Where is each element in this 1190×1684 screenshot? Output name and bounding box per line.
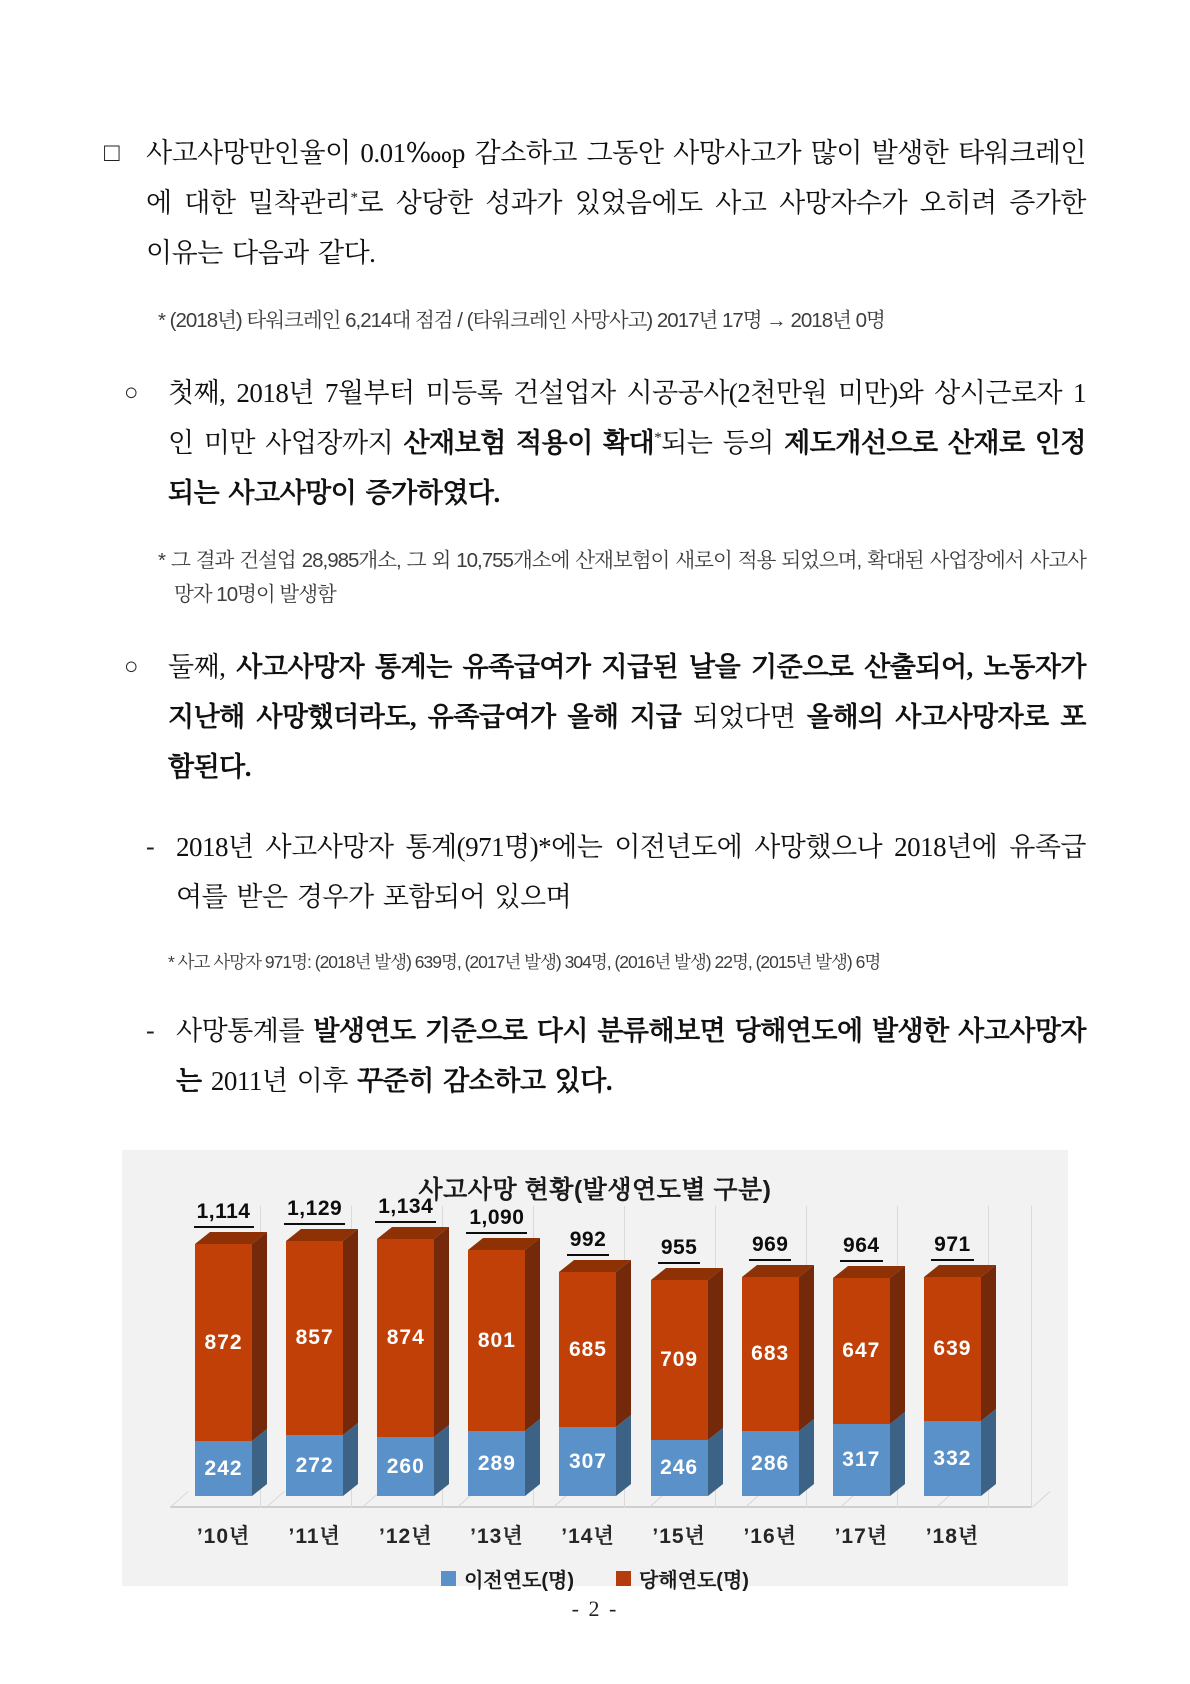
bar-value-label: 647 (842, 1339, 881, 1362)
stacked-bar (286, 1241, 343, 1496)
text-run: 로 상당한 성과가 있었음에도 사고 사망자수가 오히려 증가한 이유는 다음과 같다. (146, 188, 1086, 268)
bar-segment-previous-year (742, 1431, 799, 1496)
bar-segment-current-year (286, 1241, 343, 1435)
bar-segment-previous-year (286, 1435, 343, 1496)
bar-segment-current-year (559, 1272, 616, 1427)
bar-side-face-icon (890, 1412, 905, 1496)
legend-label: 당해연도(명) (639, 1570, 749, 1592)
bar-group (725, 1208, 816, 1496)
bar-value-label: 683 (751, 1342, 790, 1365)
bar-group (360, 1195, 451, 1496)
chart-floor (170, 1496, 1032, 1508)
bars-row (178, 1195, 998, 1496)
legend-item-previous-year (441, 1564, 574, 1593)
stacked-bar (468, 1250, 525, 1496)
bar-total-label: 1,134 (375, 1195, 436, 1223)
stacked-bar (833, 1278, 890, 1496)
x-axis-label: ’16년 (743, 1525, 797, 1548)
bar-segment-current-year (468, 1250, 525, 1431)
bar-side-face-icon (525, 1419, 540, 1496)
bar-total-label: 971 (931, 1233, 974, 1261)
bar-group (907, 1208, 998, 1496)
square-bullet-icon: □ (104, 138, 120, 167)
page-number: - 2 - (571, 1596, 619, 1621)
bar-total-label: 1,114 (194, 1200, 254, 1228)
x-axis-label: ’17년 (834, 1525, 889, 1548)
bar-side-face-icon (981, 1265, 996, 1421)
bar-group (816, 1208, 907, 1496)
bar-segment-current-year (833, 1278, 890, 1424)
text-run: 사고사망만인율이 0.01‱p 감소하고 그동안 사망사고가 많이 발생한 타워크레인에 대한 밀착관리 (146, 138, 1086, 218)
bar-total-label: 992 (567, 1228, 610, 1256)
bar-side-face-icon (799, 1265, 814, 1431)
bar-side-face-icon (890, 1266, 905, 1424)
paragraph-reclassified (146, 1006, 1086, 1106)
text-run: 둘째, (168, 652, 237, 682)
bar-group (178, 1200, 269, 1496)
text-run: 2018년 사고사망자 통계(971명)*에는 이전년도에 사망했으나 2018년에 유족급여를 받은 경우가 포함되어 있으며 (176, 832, 1086, 912)
text-run: 사망통계를 (176, 1016, 314, 1046)
stacked-bar (651, 1280, 708, 1496)
text-run: 첫째, 2018년 7월부터 미등록 건설업자 시공공사(2천만원 미만)와 상시근로자 1인 미만 사업장까지 (168, 378, 1086, 458)
bar-group (451, 1208, 542, 1496)
circle-bullet-icon: ○ (124, 654, 139, 680)
bar-total-label: 955 (658, 1236, 701, 1264)
bar-group (542, 1208, 633, 1496)
paragraph-first-reason (124, 368, 1086, 518)
text-run: 되었다면 (692, 702, 807, 732)
bar-value-label: 872 (204, 1330, 243, 1354)
dash-bullet-icon: - (146, 1016, 155, 1045)
bar-segment-previous-year (833, 1424, 890, 1496)
bar-side-face-icon (616, 1260, 631, 1427)
footnote-insurance-expansion: * 그 결과 건설업 28,985개소, 그 외 10,755개소에 산재보험이 새로이 적용 되었으며, 확대된 사업장에서 사고사망자 10명이 발생함 (158, 549, 1086, 606)
bar-segment-current-year (195, 1244, 252, 1441)
bar-segment-current-year (742, 1277, 799, 1431)
paragraph-first-reason-text (168, 368, 1086, 518)
paragraph-stat-971-text (176, 822, 1086, 922)
text-run-bold: 꾸준히 감소하고 있다. (357, 1066, 613, 1096)
text-run: 되는 등의 (661, 428, 785, 458)
paragraph-summary-text (146, 128, 1086, 278)
bar-value-label: 272 (295, 1453, 334, 1477)
legend-label: 이전연도(명) (464, 1570, 574, 1592)
x-axis-labels (178, 1520, 998, 1550)
bar-segment-previous-year (195, 1441, 252, 1496)
bar-segment-current-year (924, 1277, 981, 1421)
text-run-bold: 제도개선으로 산재로 인정되는 사고사망이 증가하였다. (168, 428, 1087, 508)
bar-group (634, 1208, 725, 1496)
footnote-marker: * (350, 190, 358, 206)
text-run-bold: 산재보험 적용이 확대 (403, 428, 655, 458)
text-run: 2011년 이후 (201, 1066, 358, 1096)
paragraph-second-reason-text (168, 642, 1086, 792)
bar-group (269, 1197, 360, 1496)
bar-side-face-icon (434, 1227, 449, 1437)
bar-segment-previous-year (651, 1440, 708, 1496)
bar-value-label: 639 (933, 1337, 972, 1360)
bar-value-label: 289 (477, 1451, 516, 1475)
circle-bullet-icon: ○ (124, 380, 139, 406)
bar-side-face-icon (343, 1229, 358, 1435)
bar-side-face-icon (708, 1268, 723, 1440)
bar-segment-previous-year (924, 1421, 981, 1496)
bar-value-label: 332 (933, 1446, 972, 1470)
bar-segment-current-year (651, 1280, 708, 1440)
bar-segment-previous-year (559, 1427, 616, 1496)
stacked-bar (377, 1239, 434, 1496)
stacked-bar (195, 1244, 252, 1496)
bar-value-label: 242 (204, 1456, 243, 1480)
bar-segment-previous-year (377, 1437, 434, 1496)
bar-total-label: 1,090 (466, 1206, 527, 1234)
footnote-death-breakdown: * 사고 사망자 971명: (2018년 발생) 639명, (2017년 발생) 304명, (2016년 발생) 22명, (2015년 발생) 6명 (168, 952, 881, 972)
bar-side-face-icon (799, 1419, 814, 1496)
bar-value-label: 801 (477, 1328, 516, 1352)
bar-value-label: 246 (660, 1456, 699, 1479)
bar-side-face-icon (616, 1415, 631, 1496)
bar-value-label: 307 (568, 1449, 607, 1473)
bar-value-label: 857 (295, 1326, 334, 1349)
chart-title: 사고사망 현황(발생연도별 구분) (418, 1176, 772, 1204)
stacked-bar (924, 1277, 981, 1496)
footnote-towercrane: * (2018년) 타워크레인 6,214대 점검 / (타워크레인 사망사고) 2017년 17명 → 2018년 0명 (158, 309, 885, 332)
bar-side-face-icon (525, 1238, 540, 1431)
paragraph-second-reason (124, 642, 1086, 792)
bar-value-label: 685 (568, 1337, 607, 1361)
bar-total-label: 969 (749, 1233, 792, 1261)
paragraph-stat-971 (146, 822, 1086, 922)
legend-swatch-blue-icon (441, 1571, 456, 1586)
bar-side-face-icon (252, 1429, 267, 1496)
stacked-bar (742, 1277, 799, 1496)
paragraph-summary (104, 128, 1086, 278)
bar-segment-previous-year (468, 1431, 525, 1496)
paragraph-reclassified-text (176, 1006, 1086, 1106)
chart-legend (122, 1564, 1068, 1593)
x-axis-label: ’18년 (925, 1525, 980, 1548)
stacked-bar (559, 1272, 616, 1496)
bar-side-face-icon (252, 1232, 267, 1441)
x-axis-label: ’13년 (470, 1525, 524, 1548)
bar-value-label: 709 (660, 1348, 699, 1371)
bar-side-face-icon (981, 1409, 996, 1496)
chart-accident-deaths (122, 1150, 1068, 1592)
x-axis-label: ’10년 (196, 1525, 251, 1548)
x-axis-label: ’14년 (561, 1525, 615, 1548)
bar-side-face-icon (434, 1425, 449, 1496)
footnote-marker: * (654, 430, 662, 446)
bar-segment-current-year (377, 1239, 434, 1437)
bar-value-label: 286 (751, 1451, 790, 1475)
x-axis-label: ’15년 (652, 1525, 706, 1548)
legend-swatch-red-icon (616, 1571, 631, 1586)
text-run-bold: 올해의 사고사망자로 포함된다. (168, 702, 1086, 782)
bar-side-face-icon (708, 1428, 723, 1496)
x-axis-label: ’12년 (379, 1525, 433, 1548)
bar-side-face-icon (343, 1423, 358, 1496)
bar-value-label: 317 (842, 1448, 881, 1471)
bar-total-label: 1,129 (284, 1197, 345, 1225)
bar-value-label: 260 (386, 1454, 425, 1478)
floor-diagonal-line (1032, 1491, 1051, 1508)
legend-item-current-year (616, 1564, 749, 1593)
x-axis-label: ’11년 (288, 1525, 341, 1548)
bar-total-label: 964 (840, 1234, 883, 1262)
bar-value-label: 874 (386, 1326, 425, 1349)
text-run-bold: 사고사망자 통계는 유족급여가 지급된 날을 기준으로 산출되어, 노동자가 지난해 사망했더라도, 유족급여가 올해 지급 (168, 652, 1086, 732)
text-run-bold: 발생연도 기준으로 다시 분류해보면 당해연도에 발생한 사고사망자는 (176, 1016, 1086, 1096)
dash-bullet-icon: - (146, 832, 155, 861)
